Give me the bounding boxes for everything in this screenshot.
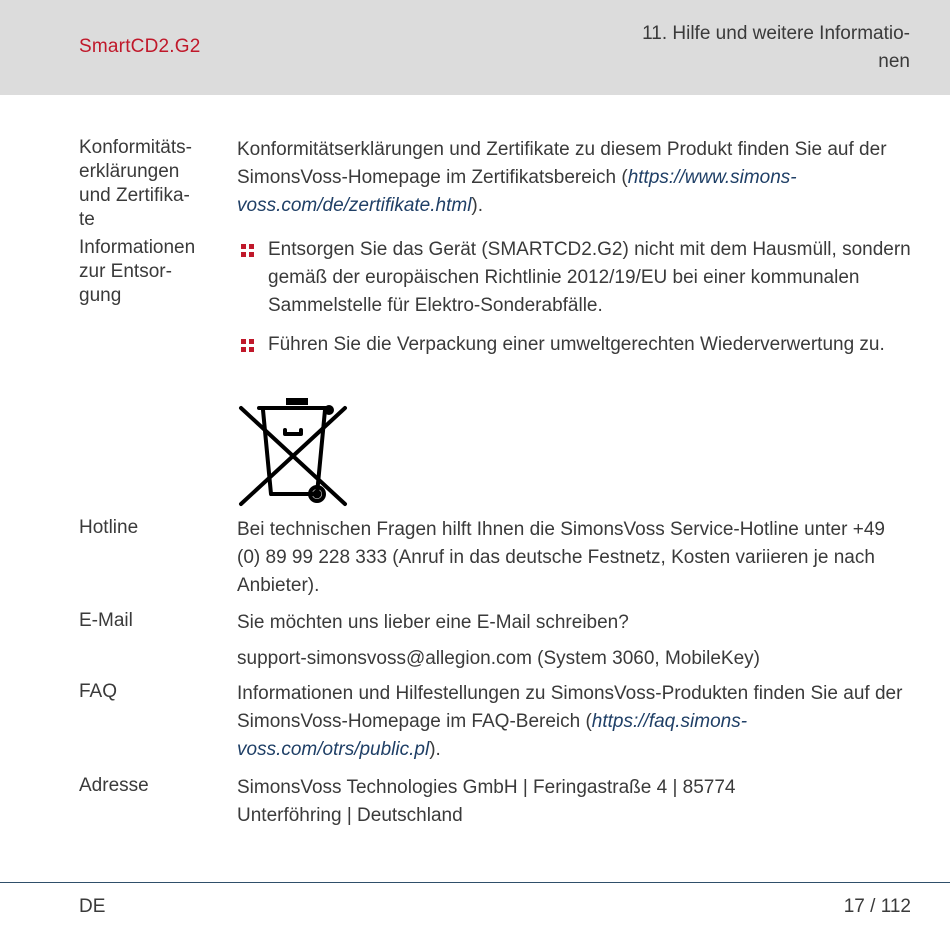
page-number: 17 / 112: [843, 896, 911, 917]
conformity-text-end: ).: [471, 195, 484, 216]
faq-text: Informationen und Hilfestellungen zu SimonsVoss-Produkten finden Sie auf der SimonsVoss-Homepage im FAQ-Bereich (: [237, 683, 903, 732]
email-address[interactable]: support-simonsvoss@allegion.com (System 3060, MobileKey): [237, 648, 761, 669]
chapter-title-line-1: 11. Hilfe und weitere Informatio-: [642, 23, 910, 44]
chapter-title-line-2: nen: [878, 51, 910, 72]
section-text-faq: [237, 680, 913, 764]
page-header: [0, 0, 950, 95]
conformity-link[interactable]: https://www.simons-voss.com/de/zertifikate.html: [237, 167, 797, 216]
chapter-title: [580, 20, 910, 76]
faq-link[interactable]: https://faq.simons-voss.com/otrs/public.pl: [237, 711, 748, 760]
bullet-icon: [241, 339, 254, 352]
section-label-email: E-Mail: [79, 610, 133, 631]
product-name: SmartCD2.G2: [79, 36, 201, 57]
footer-divider: [0, 882, 950, 883]
section-label-disposal: Informationen zur Entsor- gung: [79, 237, 196, 306]
email-intro: Sie möchten uns lieber eine E-Mail schreiben?: [237, 612, 629, 633]
footer-language: DE: [79, 896, 106, 917]
conformity-text: Konformitätserklärungen und Zertifikate zu diesem Produkt finden Sie auf der SimonsVoss-Homepage im Zertifikatsbereich (: [237, 139, 887, 188]
list-item: [237, 236, 913, 320]
faq-text-end: ).: [429, 739, 441, 760]
section-text-disposal: [237, 236, 913, 370]
section-text-email: [237, 609, 913, 673]
section-text-address: SimonsVoss Technologies GmbH | Feringastraße 4 | 85774 Unterföhring | Deutschland: [237, 777, 736, 826]
section-label-hotline: Hotline: [79, 517, 139, 538]
crossed-out-wheelie-bin-icon: [237, 396, 349, 508]
section-label-conformity: Konformitäts- erklärungen und Zertifika- te: [79, 137, 192, 230]
section-label-faq: FAQ: [79, 681, 118, 702]
section-label-address: Adresse: [79, 775, 149, 796]
disposal-bullet-2: Führen Sie die Verpackung einer umweltgerechten Wiederverwertung zu.: [268, 334, 885, 355]
list-item: [237, 331, 913, 359]
disposal-bullet-1: Entsorgen Sie das Gerät (SMARTCD2.G2) nicht mit dem Hausmüll, sondern gemäß der europäischen Richtlinie 2012/19/EU bei einer kommunalen Sammelstelle für Elektro-Sonderabfälle.: [268, 239, 911, 316]
bullet-icon: [241, 244, 254, 257]
section-text-hotline: Bei technischen Fragen hilft Ihnen die SimonsVoss Service-Hotline unter +49 (0) 89 99 228 333 (Anruf in das deutsche Festnetz, Kosten variieren je nach Anbieter).: [237, 519, 885, 596]
section-text-conformity: [237, 136, 913, 220]
